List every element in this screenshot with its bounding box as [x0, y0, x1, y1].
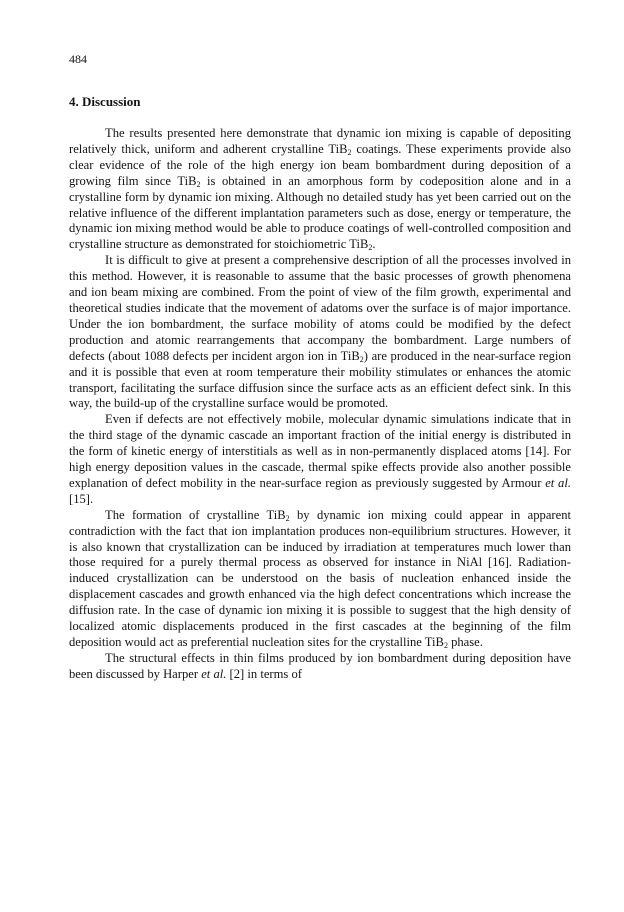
subscript: 2	[196, 179, 201, 189]
text-run: by dynamic ion mixing could appear in apparent contradiction with the fact that ion implantation produces non-equilibrium structures. However, it is also known that crystallization can be induced by irradiation at temperatures much lower than those required for a purely thermal process as observed for instance in NiAl [16]. Radiation-induced crystallization can be understood on the basis of nucleation enhanced inside the displacement cascades and growth enhanced via the high defect concentrations which increase the diffusion rate. In the case of dynamic ion mixing it is possible to suggest that the high density of localized atomic displacements produced in the first cascades at the beginning of the film deposition would act as preferential nucleation sites for the crystalline TiB	[69, 507, 572, 649]
subscript: 2	[359, 354, 364, 364]
paragraph	[69, 253, 571, 412]
paragraph	[69, 126, 571, 253]
paragraph	[69, 412, 571, 507]
italic-text: et al.	[201, 666, 227, 681]
page-number: 484	[69, 52, 87, 66]
text-run: The formation of crystalline TiB	[105, 507, 286, 522]
text-run: [2] in terms of	[226, 666, 302, 681]
text-run: phase.	[447, 635, 483, 649]
subscript: 2	[347, 147, 352, 157]
paragraph	[69, 651, 571, 683]
italic-text: et al.	[545, 475, 571, 490]
subscript: 2	[443, 641, 448, 650]
text-run: .	[372, 237, 376, 252]
text-run: coatings. These experiments provide also clear evidence of the role of the high energy ion beam bombardment during deposition of a growing film since TiB	[69, 141, 571, 188]
paragraph	[69, 508, 571, 651]
text-run: The results presented here demonstrate that dynamic ion mixing is capable of depositing relatively thick, uniform and adherent crystalline TiB	[69, 126, 571, 156]
text-run: [15].	[69, 491, 94, 506]
body-text	[69, 126, 571, 683]
text-run: It is difficult to give at present a comprehensive description of all the processes involved in this method. However, it is reasonable to assume that the basic processes of growth phenomena and ion beam mixing are combined. From the point of view of the film growth, experimental and theoretical studies indicate that the movement of adatoms over the surface is of major importance. Under the ion bombardment, the surface mobility of atoms could be modified by the defect production and atomic rearrangements that accompany the bombardment. Large numbers of defects (about 1088 defects per incident argon ion in TiB	[69, 253, 571, 363]
text-run: is obtained in an amorphous form by codeposition alone and in a crystalline form by dynamic ion mixing. Although no detailed study has yet been carried out on the relative influence of the different implantation parameters such as dose, energy or temperature, the dynamic ion mixing method would be able to produce coatings of well-controlled composition and crystalline structure as demonstrated for stoichiometric TiB	[69, 173, 571, 252]
subscript: 2	[368, 243, 373, 253]
section-heading: 4. Discussion	[69, 94, 141, 109]
text-run: Even if defects are not effectively mobile, molecular dynamic simulations indicate that in the third stage of the dynamic cascade an important fraction of the initial energy is distributed in the form of kinetic energy of interstitials as well as in non-permanently displaced atoms [14]. For high energy deposition values in the cascade, thermal spike effects provide also another possible explanation of defect mobility in the near-surface region as previously suggested by Armour	[69, 412, 571, 490]
subscript: 2	[285, 513, 290, 523]
text-run: ) are produced in the near-surface region and it is possible that even at room temperature their mobility stimulates or enhances the atomic transport, facilitating the surface diffusion since the surface acts as an efficient defect sink. In this way, the build-up of the crystalline surface would be promoted.	[69, 348, 572, 411]
text-run: The structural effects in thin films produced by ion bombardment during deposition have been discussed by Harper	[69, 650, 571, 681]
